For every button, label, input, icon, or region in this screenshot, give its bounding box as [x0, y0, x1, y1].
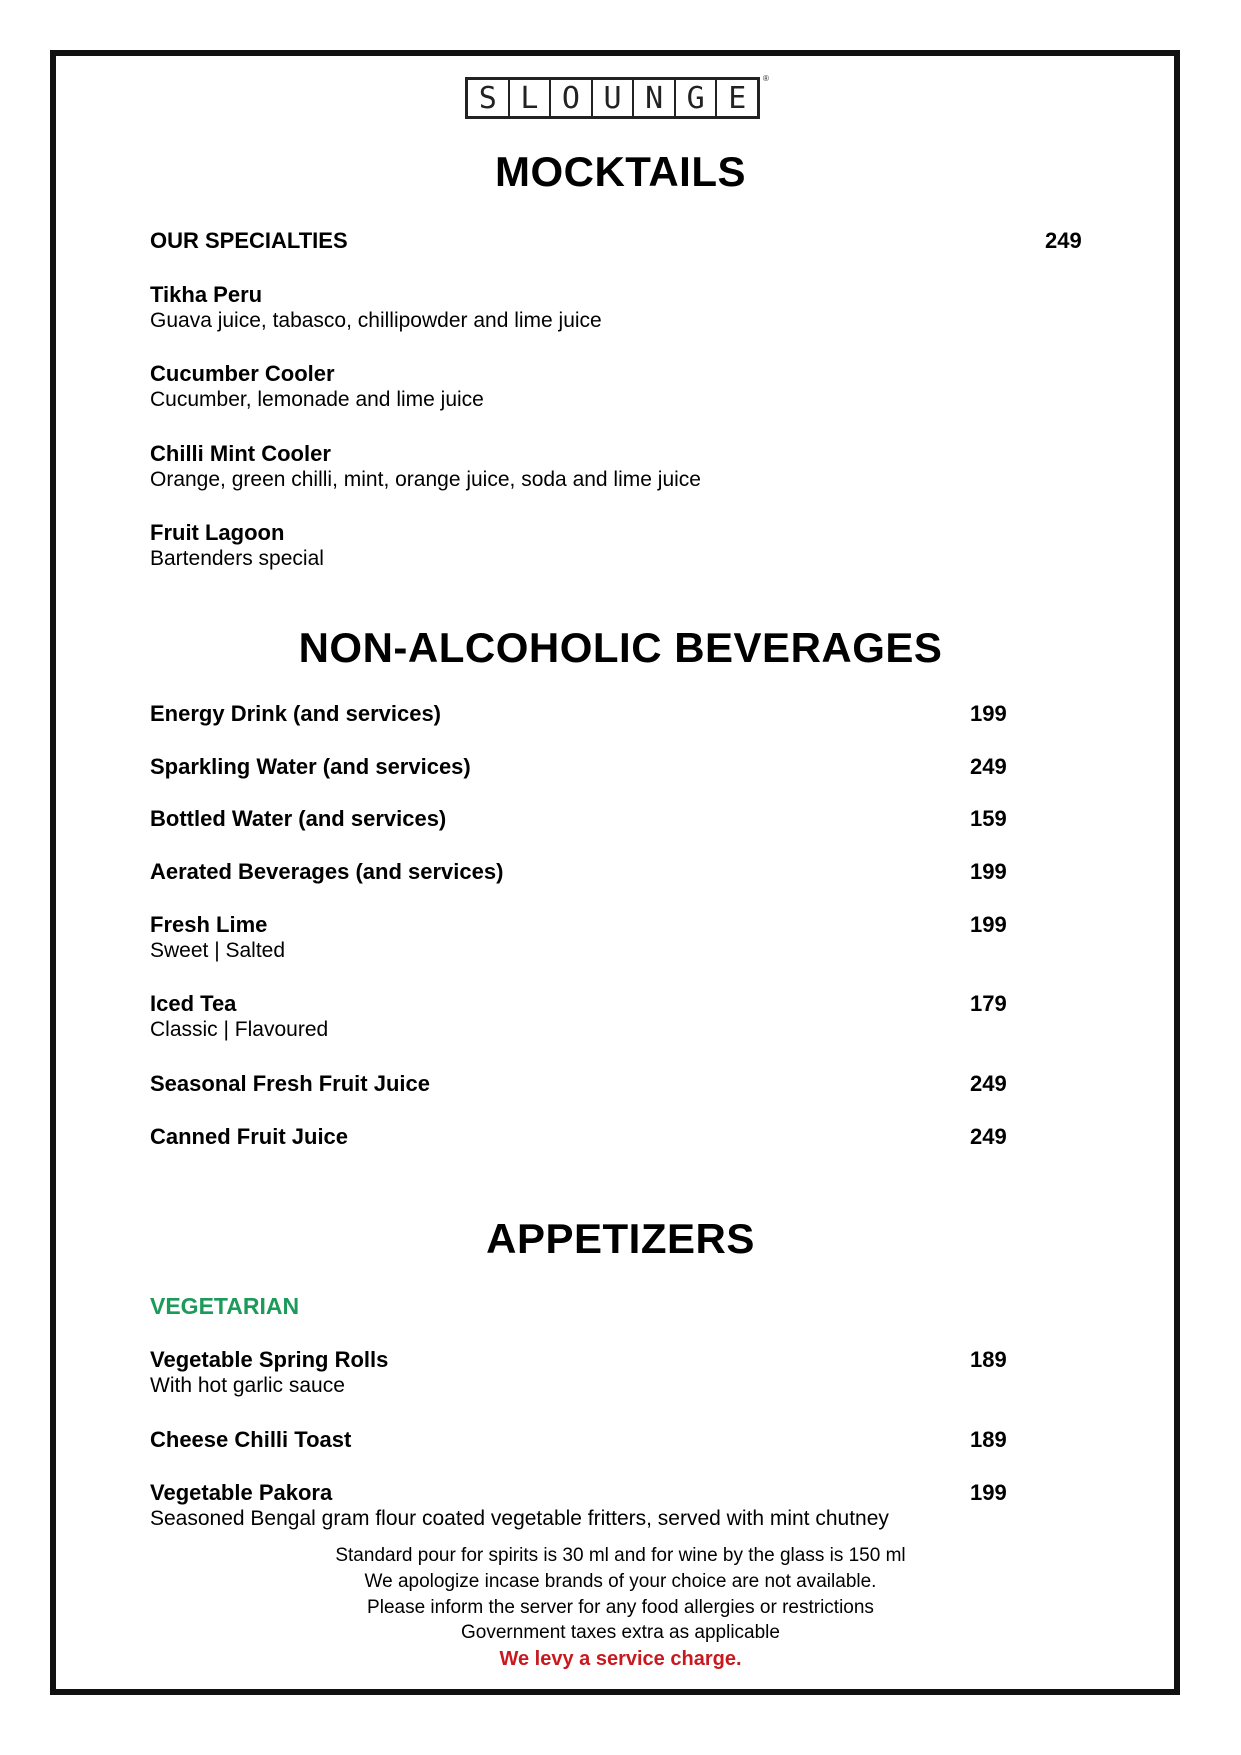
logo-letter: N	[634, 80, 676, 116]
item-description: Seasoned Bengal gram flour coated vegetable fritters, served with mint chutney	[150, 1507, 889, 1530]
item-description: Sweet | Salted	[150, 939, 286, 962]
item-description: Bartenders special	[150, 547, 324, 570]
service-charge-note: We levy a service charge.	[499, 1648, 742, 1670]
item-name: Iced Tea	[150, 991, 237, 1016]
item-name: Fresh Lime	[150, 912, 268, 937]
item-price: 199	[970, 859, 1007, 884]
item-description: Classic | Flavoured	[150, 1018, 329, 1041]
item-price: 179	[970, 991, 1007, 1016]
item-price: 249	[970, 1124, 1007, 1149]
item-name: Fruit Lagoon	[150, 520, 285, 545]
logo-letter: O	[551, 80, 593, 116]
registered-mark: ®	[763, 74, 769, 83]
item-price: 249	[970, 754, 1007, 779]
mocktails-heading: MOCKTAILS	[494, 148, 747, 195]
specialties-price: 249	[1045, 228, 1082, 253]
footer-note: We apologize incase brands of your choice are not available.	[364, 1571, 877, 1592]
footer-note: Please inform the server for any food allergies or restrictions	[367, 1597, 874, 1618]
appetizers-heading: APPETIZERS	[486, 1215, 755, 1262]
item-name: Chilli Mint Cooler	[150, 441, 331, 466]
item-name: Bottled Water (and services)	[150, 806, 447, 831]
item-description: Guava juice, tabasco, chillipowder and lime juice	[150, 309, 602, 332]
item-name: Tikha Peru	[150, 282, 263, 307]
item-name: Cheese Chilli Toast	[150, 1427, 352, 1452]
item-price: 159	[970, 806, 1007, 831]
specialties-label: OUR SPECIALTIES	[150, 228, 348, 253]
item-name: Energy Drink (and services)	[150, 701, 442, 726]
item-name: Canned Fruit Juice	[150, 1124, 349, 1149]
item-name: Aerated Beverages (and services)	[150, 859, 504, 884]
item-price: 199	[970, 701, 1007, 726]
item-description: Cucumber, lemonade and lime juice	[150, 388, 484, 411]
logo-letter: E	[728, 80, 747, 116]
logo-letter: L	[510, 80, 552, 116]
item-price: 199	[970, 912, 1007, 937]
logo-letter: U	[593, 80, 635, 116]
slounge-logo	[465, 77, 760, 119]
logo-letter: G	[676, 80, 718, 116]
item-price: 189	[970, 1427, 1007, 1452]
footer-note: Government taxes extra as applicable	[461, 1622, 780, 1643]
item-description: Orange, green chilli, mint, orange juice, soda and lime juice	[150, 468, 701, 491]
item-description: With hot garlic sauce	[150, 1374, 345, 1397]
item-price: 189	[970, 1347, 1007, 1372]
logo-letter: S	[468, 80, 510, 116]
item-name: Vegetable Pakora	[150, 1480, 333, 1505]
item-name: Vegetable Spring Rolls	[150, 1347, 389, 1372]
item-name: Sparkling Water (and services)	[150, 754, 471, 779]
footer-note: Standard pour for spirits is 30 ml and for wine by the glass is 150 ml	[335, 1545, 906, 1566]
vegetarian-label: VEGETARIAN	[150, 1293, 300, 1319]
item-price: 249	[970, 1071, 1007, 1096]
item-price: 199	[970, 1480, 1007, 1505]
item-name: Cucumber Cooler	[150, 361, 335, 386]
item-name: Seasonal Fresh Fruit Juice	[150, 1071, 430, 1096]
non-alcoholic-heading: NON-ALCOHOLIC BEVERAGES	[298, 624, 943, 671]
